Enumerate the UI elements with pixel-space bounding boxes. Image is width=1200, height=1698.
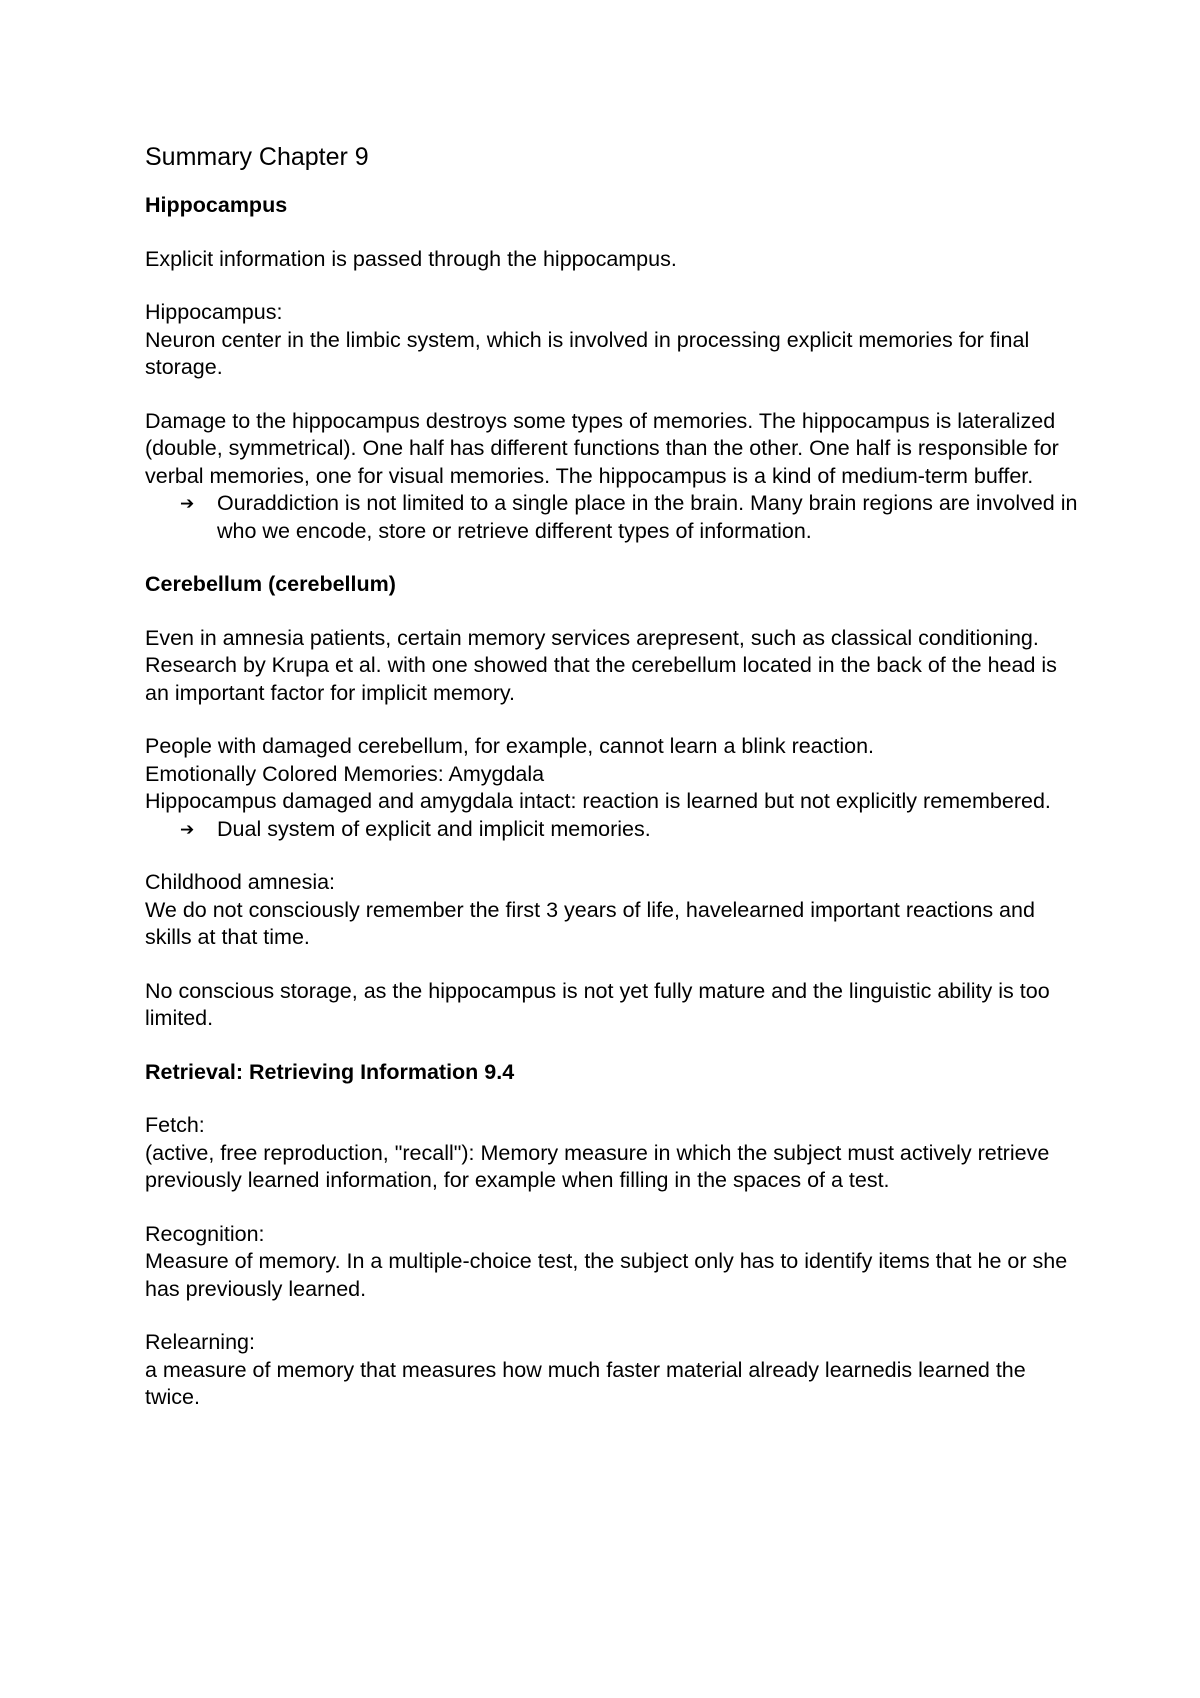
paragraph: Explicit information is passed through the hippocampus. <box>145 246 677 271</box>
arrow-bullet-icon: ➔ <box>180 819 195 839</box>
definition-recognition <box>145 1221 1085 1304</box>
list-item-text: Dual system of explicit and implicit memories. <box>217 816 651 841</box>
paragraph-line: Emotionally Colored Memories: Amygdala <box>145 761 545 786</box>
list-item <box>180 490 1085 545</box>
paragraph-line: Research by Krupa et al. with one showed that the cerebellum located in the back of the head is an important factor for implicit memory. <box>145 653 1057 705</box>
list-item-text: Ouraddiction is not limited to a single place in the brain. Many brain regions are involved in who we encode, store or retrieve different types of information. <box>217 491 1078 543</box>
definition-childhood-amnesia <box>145 869 1085 952</box>
paragraph-line: Even in amnesia patients, certain memory services arepresent, such as classical conditioning. <box>145 625 1039 650</box>
arrow-bullet-icon: ➔ <box>180 494 195 513</box>
paragraph <box>145 625 1085 708</box>
list-item <box>180 816 1085 844</box>
definition-hippocampus <box>145 299 1085 382</box>
section-heading-retrieval: Retrieval: Retrieving Information 9.4 <box>145 1059 515 1084</box>
arrow-list <box>145 816 1085 844</box>
arrow-list <box>145 490 1085 545</box>
definition-text: We do not consciously remember the first 3 years of life, havelearned important reactions and skills at that time. <box>145 897 1035 949</box>
definition-text: (active, free reproduction, "recall"): Memory measure in which the subject must actively retrieve previously learned information, for example when filling in the spaces of a test. <box>145 1140 1050 1192</box>
definition-label: Fetch: <box>145 1113 205 1137</box>
definition-fetch <box>145 1112 1085 1195</box>
definition-label: Hippocampus: <box>145 300 283 324</box>
definition-label: Childhood amnesia: <box>145 870 336 894</box>
section-heading-hippocampus: Hippocampus <box>145 193 288 217</box>
definition-text: a measure of memory that measures how much faster material already learnedis learned the twice. <box>145 1357 1026 1409</box>
definition-text: Measure of memory. In a multiple-choice test, the subject only has to identify items that he or she has previously learned. <box>145 1249 1068 1301</box>
definition-relearning <box>145 1329 1085 1412</box>
paragraph-line: Hippocampus damaged and amygdala intact: reaction is learned but not explicitly remembered. <box>145 789 1051 813</box>
paragraph: Damage to the hippocampus destroys some types of memories. The hippocampus is lateralized (double, symmetrical). One half has different functions than the other. One half is responsible for verbal memories, one for visual memories. The hippocampus is a kind of medium-term buffer. <box>145 408 1059 488</box>
document-title: Summary Chapter 9 <box>145 143 369 171</box>
definition-label: Recognition: <box>145 1221 265 1246</box>
section-heading-cerebellum: Cerebellum (cerebellum) <box>145 572 396 596</box>
paragraph: No conscious storage, as the hippocampus is not yet fully mature and the linguistic ability is too limited. <box>145 978 1050 1030</box>
document-page <box>145 140 1085 1438</box>
paragraph <box>145 733 1085 816</box>
paragraph-line: People with damaged cerebellum, for example, cannot learn a blink reaction. <box>145 734 875 758</box>
definition-text: Neuron center in the limbic system, which is involved in processing explicit memories for final storage. <box>145 327 1030 379</box>
definition-label: Relearning: <box>145 1330 255 1354</box>
